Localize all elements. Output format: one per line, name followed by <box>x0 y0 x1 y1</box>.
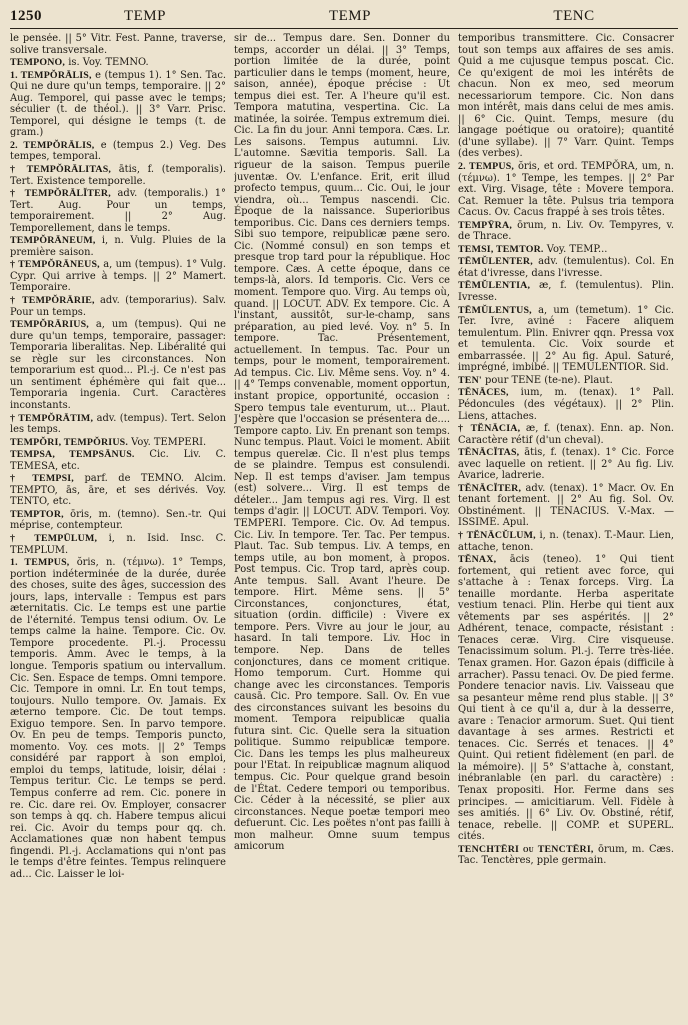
entry-headword: 1. TEMPŎRĀLIS, <box>10 69 92 81</box>
entry-headword: TĔNĀCĬTAS, <box>458 447 520 459</box>
dictionary-entry <box>10 235 226 258</box>
entry-definition: adv. (temporarius). Salv. Pour un temps. <box>10 295 226 318</box>
entry-headword: † TĔNĀCIA, <box>458 423 521 435</box>
dictionary-entry <box>458 554 674 843</box>
page-number: 1250 <box>10 8 42 24</box>
dictionary-entry <box>458 161 674 219</box>
dictionary-entry <box>10 319 226 411</box>
entry-headword: TĒMŬLENTUS, <box>458 304 532 316</box>
entry-definition: a, um (tempus). Qui ne dure qu'un temps, temporaire, passager: Temporaria liberalitas. Nep. Libéralité qui se règle sur les circonstances. Non temporarium est quod... Pl.-j. Ce n'est pas un sentiment éphémère qui fait que... Temporaria ingenia. Curt. Caractères inconstants. <box>10 319 226 411</box>
entry-headword: TEMPTOR, <box>10 508 64 520</box>
entry-headword: † TĔNĀCŬLUM, <box>458 529 536 541</box>
entry-definition: Voy. TEMP... <box>546 243 608 255</box>
entry-definition: parf. de TEMNO. Alcim. TEMPTO, ās, āre, et ses dérivés. Voy. TENTO, etc. <box>10 473 226 508</box>
entry-headword: TEN' <box>458 374 482 386</box>
entry-headword: 2. TEMPŎRĀLIS, <box>10 139 95 151</box>
dictionary-entry <box>10 33 226 56</box>
entry-definition: ōrum, n. Liv. Ov. Tempyres, v. de Thrace. <box>458 219 674 243</box>
dictionary-entry <box>10 413 226 436</box>
entry-definition: ōris, m. (temno). Sen.-tr. Qui méprise, contempteur. <box>10 508 226 532</box>
dictionary-entry <box>10 473 226 508</box>
entry-headword: † TEMPSI, <box>10 473 74 485</box>
entry-headword: TEMPȲRA, <box>458 219 512 231</box>
entry-definition: Cic. Liv. C. TEMESA, etc. <box>10 449 226 472</box>
entry-headword: TEMPONO, <box>10 57 66 69</box>
dictionary-entry <box>10 437 226 449</box>
dictionary-entry <box>458 220 674 243</box>
entry-definition: le pensée. || 5° Vitr. Fest. Panne, traverse, solive transversale. <box>10 33 226 56</box>
entry-headword: TĒMŬLENTER, <box>458 256 533 268</box>
dictionary-entry <box>234 33 450 853</box>
entry-headword: TEMPŎRĀNEUM, <box>10 235 96 247</box>
entry-headword: TEMPSA, TEMPSĀNUS. <box>10 449 135 461</box>
entry-definition: pour TENE (te-ne). Plaut. <box>485 374 613 386</box>
entry-definition: i, n. Isid. Insc. C. TEMPLUM. <box>10 532 226 556</box>
entry-definition: Voy. TEMPERI. <box>131 436 207 448</box>
entry-definition: is. Voy. TEMNO. <box>68 57 149 69</box>
entry-definition: ācis (teneo). 1° Qui tient fortement, qui retient avec force, qui s'attache à : Tenax forceps. Virg. La tenaille mordante. Herba asperitate vestium tenaci. Plin. Herbe qui tient aux vêtements par ses aspérités. || 2° Adhérent, tenace, compacte, résistant : Tenaces ceræ. Virg. Cire visqueuse. Tenacissimum solum. Pl.-j. Terre très-liée. Tenax gramen. Hor. Gazon épais (difficile à arracher). Passu tenaci. Ov. De pied ferme. Pondere tenacior navis. Liv. Vaisseau que sa pesanteur même rend plus stable. || 3° Qui tient à ce qu'il a, dur à la desserre, avare : Tenacior armorum. Suet. Qui tient davantage à ses armes. Restricti et tenaces. Cic. Serrés et tenaces. || 4° Quint. Qui retient fidèlement (en parl. de la mémoire). || 5° S'attache à, constant, inébranlable (en parl. du caractère) : Tenax propositi. Hor. Ferme dans ses principes. — amicitiarum. Vell. Fidèle à ses amitiés. || 6° Liv. Ov. Obstiné, rétif, tenace, rebelle. || COMP. et SUPERL. cités. <box>458 554 674 843</box>
dictionary-entry <box>458 256 674 279</box>
dictionary-entry <box>458 447 674 482</box>
entry-definition: e (tempus 1). 1° Sen. Tac. Qui ne dure qu'un temps, temporaire. || 2° Aug. Temporel, qui passe avec le temps; séculier (t. de théol.). || 3° Varr. Prisc. Temporel, qui désigne le temps (t. de gram.) <box>10 69 226 139</box>
dictionary-entry <box>10 557 226 880</box>
dictionary-entry <box>458 305 674 374</box>
dictionary-entry <box>10 188 226 234</box>
entry-definition: ōrum, m. Cæs. Tac. Tenctères, pple germain. <box>458 843 674 867</box>
entry-definition: ŏris, n. (τέμνω). 1° Temps, portion indéterminée de la durée, durée des choses, suite des âges, succession des jours, laps, intervalle : Tempus est pars æternitatis. Cic. Le temps est une partie de l'éternité. Tempus tensi odium. Ov. Le temps calme la haine. Tempore. Cic. Ov. Tempore procedente. Pl.-j. Processu temporis. Amm. Avec le temps, à la longue. Temporis spatium ou intervallum. Cic. Sen. Espace de temps. Omni tempore. Cic. Tempore in omni. Lr. En tout temps, toujours. Nullo tempore. Ov. Jamais. Ex æterno tempore. Cic. De tout temps. Exiguo tempore. Sen. In parvo tempore. Ov. En peu de temps. Temporis puncto, momento. Voy. ces mots. || 2° Temps considéré par rapport à son emploi, emploi du temps, latitude, loisir, délai : Tempus teritur. Cic. Le temps se perd. Tempus conferre ad rem. Cic. ponere in re. Cic. dare rei. Ov. Employer, consacrer son temps à qq. ch. Habere tempus alicui rei. Cic. Avoir du temps pour qq. ch. Acclamationes quæ non habent tempus fingendi. Pl.-j. Acclamations qui n'ont pas le temps d'être feintes. Tempus relinquere ad... Cic. Laisser le loi- <box>10 557 226 880</box>
entry-headword: 2. TEMPUS, <box>458 161 515 173</box>
entry-definition: æ, f. (tenax). Enn. ap. Non. Caractère rétif (d'un cheval). <box>458 423 674 446</box>
dictionary-entry <box>458 530 674 553</box>
column-middle <box>234 33 450 1023</box>
dictionary-entry <box>458 280 674 303</box>
entry-definition: adv. (temulentus). Col. En état d'ivresse, dans l'ivresse. <box>458 256 674 279</box>
entry-definition: ium, m. (tenax). 1° Pall. Pédoncules (des végétaux). || 2° Plin. Liens, attaches. <box>458 387 674 422</box>
entry-definition: ŏris, et ord. TEMPŎRA, um, n. (τέμνω). 1° Tempe, les tempes. || 2° Par ext. Virg. Visage, tête : Movere tempora. Cat. Remuer la tête. Pulsus tria tempora Cacus. Ov. Cacus frappé à ses trois têtes. <box>458 161 674 219</box>
entry-definition: ātis, f. (tenax). 1° Cic. Force avec laquelle on retient. || 2° Au fig. Liv. Avarice, ladrerie. <box>458 447 674 482</box>
dictionary-entry <box>10 140 226 163</box>
running-header <box>10 8 678 29</box>
entry-definition: a, um (temetum). 1° Cic. Ter. Ivre, aviné : Facere aliquem temulentum. Plin. Enivrer qqn. Pressa vox et temulenta. Cic. Voix sourde et embarrassée. || 2° Au fig. Apul. Saturé, imprégné, imbibé. || TEMULENTIOR. Sid. <box>458 304 674 374</box>
entry-definition: i, n. Vulg. Pluies de la première saison. <box>10 235 226 258</box>
entry-headword: TENCHTĒRI ou TENCTĒRI, <box>458 843 594 855</box>
entry-headword: 1. TEMPUS, <box>10 557 70 569</box>
dictionary-entry <box>458 387 674 422</box>
text-columns <box>10 33 678 1023</box>
entry-definition: sir de... Tempus dare. Sen. Donner du temps, accorder un délai. || 3° Temps, portion limitée de la durée, point particulier dans le temps (moment, heure, saison, année), époque précise : Ut tempus diei est. Ter. A l'heure qu'il est. Tempora matutina, vespertina. Cic. La matinée, la soirée. Tempus extremum diei. Cic. La fin du jour. Anni tempora. Cæs. Lr. Les saisons. Tempus autumni. Liv. L'automne. Sævitia temporis. Sall. La rigueur de la saison. Tempus puerile juventæ. Ov. L'enfance. Erit, erit illud profecto tempus, quum... Cic. Oui, le jour viendra, où... Tempus nascendi. Cic. Époque de la naissance. Superioribus temporibus. Cic. Dans ces derniers temps. Sibi suo tempore, reipublicæ pæne sero. Cic. (Nommé consul) en son temps et presque trop tard pour la république. Hoc tempore. Cæs. A cette époque, dans ce temps-là, alors. Id temporis. Cic. Vers ce moment. Tempore quo. Virg. Au temps où, quand. || LOCUT. ADV. Ex tempore. Cic. A l'instant, aussitôt, sur-le-champ, sans préparation, au pied levé. Voy. n° 5. In tempore. Tac. Présentement, actuellement. In tempus. Tac. Pour un temps, pour le moment, temporairement. Ad tempus. Cic. Liv. Même sens. Voy. n° 4. || 4° Temps convenable, moment opportun, instant propice, opportunité, occasion : Spero tempus tale eventurum, ut... Plaut. J'espère que l'occasion se présentera de.... Tempore capto. Liv. En prenant son temps. Nunc tempus. Plaut. Voici le moment. Abiit tempus querelæ. Cic. Il n'est plus temps de se plaindre. Tempus est consulendi. Nep. Il est temps d'aviser. Jam tempus (est) solvere... Virg. Il est temps de dételer... Jam tempus agi res. Virg. Il est temps d'agir. || LOCUT. ADV. Tempori. Voy. TEMPERI. Tempore. Cic. Ov. Ad tempus. Cic. Liv. In tempore. Ter. Tac. Per tempus. Plaut. Tac. Sub tempus. Liv. A temps, en temps utile, au bon moment, à propos. Post tempus. Cic. Trop tard, après coup. Ante tempus. Sall. Avant l'heure. De tempore. Hirt. Même sens. || 5° Circonstances, conjonctures, état, situation (ordin. difficile) : Vivere ex tempore. Pers. Vivre au jour le jour, au hasard. In tali tempore. Liv. Hoc in tempore. Nep. Dans de telles conjonctures, dans ce moment critique. Homo temporum. Curt. Homme qui change avec les circonstances. Temporis causā. Cic. Pro tempore. Sall. Ov. En vue des circonstances suivant les besoins du moment. Tempora reipublicæ qualia futura sint. Cic. Quelle sera la situation politique. Summo reipublicæ tempore. Cic. Dans les temps les plus malheureux pour l'Etat. In reipublicæ magnum aliquod tempus. Cic. Pour quelque grand besoin de l'État. Cedere tempori ou temporibus. Cic. Céder à la nécessité, se plier aux circonstances. Neque poetæ tempori meo defuerunt. Cic. Les poëtes n'ont pas failli à mon malheur. Omne suum tempus amicorum <box>234 33 450 853</box>
dictionary-entry <box>458 844 674 867</box>
dictionary-entry <box>10 295 226 318</box>
dictionary-entry <box>458 244 674 256</box>
entry-definition: a, um (tempus). 1° Vulg. Cypr. Qui arrive à temps. || 2° Mamert. Temporaire. <box>10 259 226 294</box>
dictionary-entry <box>458 423 674 446</box>
column-left <box>10 33 226 1023</box>
entry-headword: † TEMPŪLUM, <box>10 532 98 544</box>
entry-definition: e (tempus 2.) Veg. Des tempes, temporal. <box>10 139 226 163</box>
entry-definition: adv. (temporalis.) 1° Tert. Aug. Pour un temps, temporairement. || 2° Aug. Temporellement, dans le temps. <box>10 188 226 234</box>
entry-headword: TĔNĀCES, <box>458 387 509 399</box>
entry-headword: † TEMPŎRĀLĬTER, <box>10 188 111 200</box>
entry-headword: TEMSI, TEMTOR. <box>458 243 544 255</box>
dictionary-entry <box>10 164 226 187</box>
dictionary-entry <box>10 57 226 69</box>
dictionary-entry <box>458 375 674 387</box>
dictionary-entry <box>10 449 226 472</box>
entry-headword: † TEMPŎRĀNEUS, <box>10 259 100 271</box>
dictionary-entry <box>10 70 226 139</box>
entry-headword: TEMPŎRI, TEMPŎRIUS. <box>10 436 129 448</box>
entry-definition: adv. (tenax). 1° Macr. Ov. En tenant fortement. || 2° Au fig. Sol. Ov. Obstinément. || TENACIUS. V.-Max. — ISSIME. Apul. <box>458 482 674 529</box>
column-right <box>458 33 674 1023</box>
entry-headword: TĒMŬLENTIA, <box>458 280 531 292</box>
guide-word-left: TEMP <box>123 8 166 24</box>
entry-definition: æ, f. (temulentus). Plin. Ivresse. <box>458 280 674 304</box>
dictionary-entry <box>458 483 674 529</box>
dictionary-entry <box>458 33 674 160</box>
entry-headword: TĔNĀCĬTER, <box>458 482 522 494</box>
entry-headword: TEMPŎRĀRIUS, <box>10 319 89 331</box>
entry-headword: TĔNAX, <box>458 554 497 566</box>
guide-word-center: TEMP <box>328 8 371 24</box>
dictionary-entry <box>10 259 226 294</box>
dictionary-entry <box>10 533 226 556</box>
dictionary-entry <box>10 509 226 532</box>
entry-headword: † TEMPŎRĀRIE, <box>10 295 95 307</box>
entry-definition: ātis, f. (temporalis). Tert. Existence temporelle. <box>10 164 226 187</box>
entry-definition: temporibus transmittere. Cic. Consacrer tout son temps aux affaires de ses amis. Quid a me cujusque tempus poscat. Cic. Ce qu'exigent de moi les intérêts de chacun. Non ex meo, sed meorum necessariorum tempore. Cic. Non dans mon intérêt, mais dans celui de mes amis. || 6° Cic. Quint. Temps, mesure (du langage poétique ou oratoire); quantité (d'une syllabe). || 7° Varr. Quint. Temps (des verbes). <box>458 33 674 160</box>
entry-headword: † TEMPŎRĀLITAS, <box>10 164 112 176</box>
entry-definition: adv. (tempus). Tert. Selon les temps. <box>10 412 226 436</box>
entry-headword: † TEMPŎRĀTIM, <box>10 412 94 424</box>
guide-word-right: TENC <box>553 8 595 24</box>
entry-definition: i, n. (tenax). T.-Maur. Lien, attache, tenon. <box>458 529 674 553</box>
